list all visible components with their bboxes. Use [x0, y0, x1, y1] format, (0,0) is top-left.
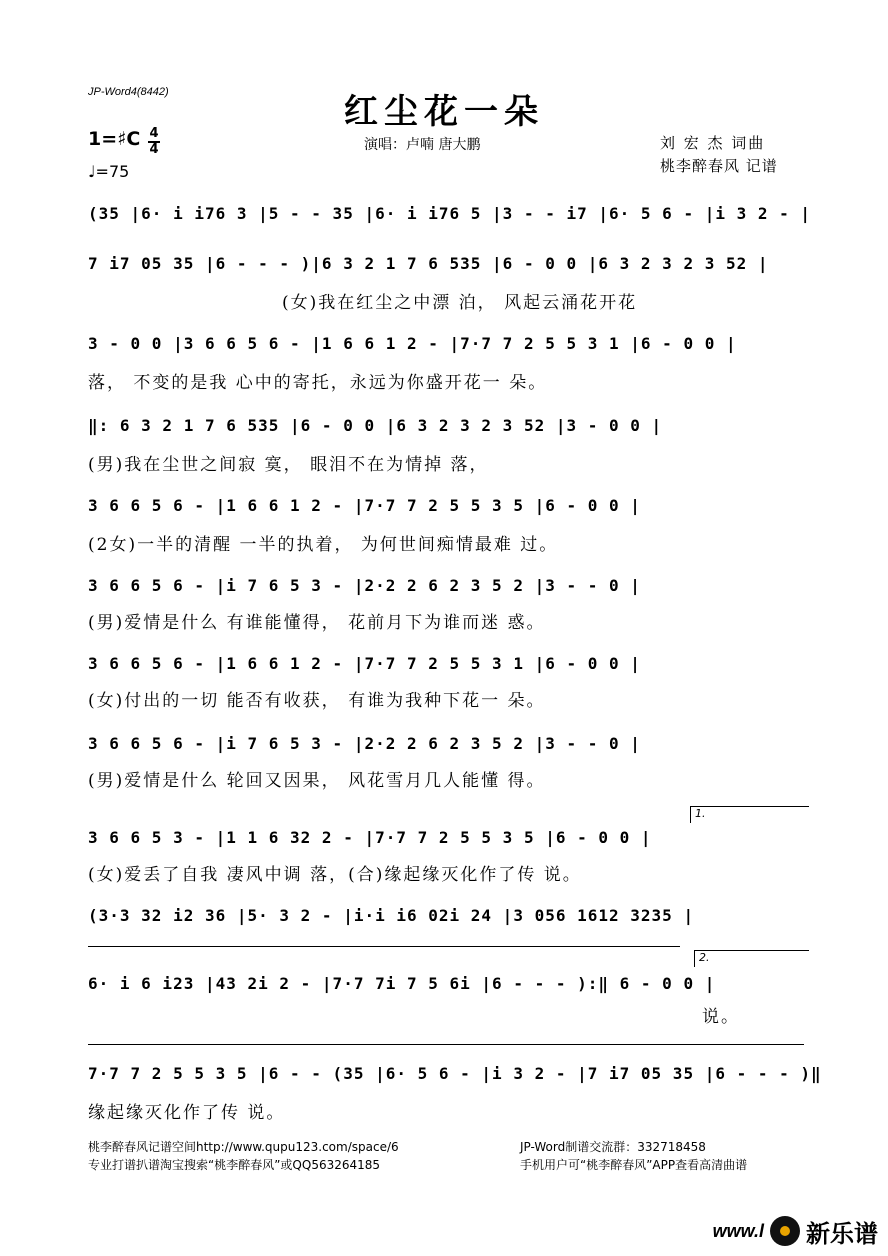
score-line-3	[88, 334, 808, 362]
notation-line-10: (3·3 32 i2 36 |5· 3 2 - |i·i i6 02i 24 |3 056 1612 3235 |	[88, 906, 695, 925]
notation-line-5: 3 6 6 5 6 - |1 6 6 1 2 - |7·7 7 2 5 5 3 5 |6 - 0 0 |	[88, 496, 641, 515]
notation-line-6: 3 6 6 5 6 - |i 7 6 5 3 - |2·2 2 6 2 3 5 2 |3 - - 0 |	[88, 576, 641, 595]
lyric-line-6: (男)爱情是什么 有谁能懂得， 花前月下为谁而迷 惑。	[88, 613, 546, 633]
score-line-9	[88, 828, 808, 856]
composer-credit: 刘 宏 杰 词曲	[660, 134, 766, 152]
time-top: 4	[149, 126, 159, 141]
notation-line-11: 6· i 6 i23 |43 2i 2 - |7·7 7i 7 5 6i |6 - - - ):‖ 6 - 0 0 |	[88, 974, 716, 993]
score-line-10	[88, 906, 808, 934]
notator-credit: 桃李醉春风 记谱	[660, 157, 778, 175]
logo-brand-text: 新乐谱	[806, 1219, 878, 1248]
notation-line-9: 3 6 6 5 3 - |1 1 6 32 2 - |7·7 7 2 5 5 3 5 |6 - 0 0 |	[88, 828, 652, 847]
score-line-11	[88, 974, 808, 1002]
time-signature	[148, 128, 160, 156]
lyric-line-11: 说。	[702, 1007, 740, 1027]
notation-line-8: 3 6 6 5 6 - |i 7 6 5 3 - |2·2 2 6 2 3 5 2 |3 - - 0 |	[88, 734, 641, 753]
score-line-1	[88, 204, 812, 232]
lyric-line-5: (2女)一半的清醒 一半的执着， 为何世间痴情最难 过。	[88, 535, 559, 555]
key-signature: 1=♯C	[88, 128, 141, 150]
lyric-line-7: (女)付出的一切 能否有收获， 有谁为我种下花一 朵。	[88, 691, 546, 711]
bracket-line	[88, 946, 680, 947]
coda-bracket-line	[88, 1044, 804, 1045]
footer-taobao: 专业打谱扒谱淘宝搜索“桃李醉春风”或QQ563264185	[88, 1158, 381, 1172]
disc-icon	[770, 1216, 800, 1246]
volta-first-ending: 1.	[690, 806, 809, 823]
score-line-4	[88, 416, 808, 444]
score-line-12	[88, 1064, 822, 1092]
lyric-line-4: (男)我在尘世之间寂 寞， 眼泪不在为情掉 落，	[88, 455, 489, 475]
notation-line-1: (35 |6· i i76 3 |5 - - 35 |6· i i76 5 |3 - - i7 |6· 5 6 - |i 3 2 - |	[88, 204, 812, 223]
lyric-line-12: 缘起缘灭化作了传 说。	[88, 1103, 286, 1123]
notation-line-12: 7·7 7 2 5 5 3 5 |6 - - (35 |6· 5 6 - |i 3 2 - |7 i7 05 35 |6 - - - )‖	[88, 1064, 822, 1083]
footer-space-url: 桃李醉春风记谱空间http://www.qupu123.com/space/6	[88, 1140, 399, 1154]
singer-credit: 演唱：卢喃 唐大鹏	[364, 137, 481, 153]
score-line-7	[88, 654, 808, 682]
time-bottom: 4	[149, 142, 159, 157]
tempo-marking: ♩=75	[88, 162, 130, 181]
score-line-5	[88, 496, 808, 524]
site-logo	[713, 1214, 878, 1248]
lyric-line-2: (女)我在红尘之中漂 泊， 风起云涌花开花	[282, 293, 638, 313]
version-label: JP-Word4(8442)	[88, 86, 169, 98]
score-line-6	[88, 576, 808, 604]
score-line-8	[88, 734, 808, 762]
volta-second-ending: 2.	[694, 950, 809, 967]
score-line-2	[88, 254, 808, 282]
lyric-line-9: (女)爱丢了自我 凄风中调 落，(合)缘起缘灭化作了传 说。	[88, 865, 582, 885]
lyric-line-3: 落， 不变的是我 心中的寄托，永远为你盛开花一 朵。	[88, 373, 548, 393]
song-title: 红尘花一朵	[344, 92, 544, 132]
notation-line-3: 3 - 0 0 |3 6 6 5 6 - |1 6 6 1 2 - |7·7 7 2 5 5 3 1 |6 - 0 0 |	[88, 334, 737, 353]
notation-line-4: ‖: 6 3 2 1 7 6 535 |6 - 0 0 |6 3 2 3 2 3 52 |3 - 0 0 |	[88, 416, 663, 435]
lyric-line-8: (男)爱情是什么 轮回又因果， 风花雪月几人能懂 得。	[88, 771, 546, 791]
footer-group: JP-Word制谱交流群：332718458	[520, 1140, 706, 1154]
notation-line-2: 7 i7 05 35 |6 - - - )|6 3 2 1 7 6 535 |6 - 0 0 |6 3 2 3 2 3 52 |	[88, 254, 769, 273]
logo-www-text: www.l	[712, 1220, 764, 1241]
notation-line-7: 3 6 6 5 6 - |1 6 6 1 2 - |7·7 7 2 5 5 3 1 |6 - 0 0 |	[88, 654, 641, 673]
footer-app: 手机用户可“桃李醉春风”APP查看高清曲谱	[520, 1158, 748, 1172]
